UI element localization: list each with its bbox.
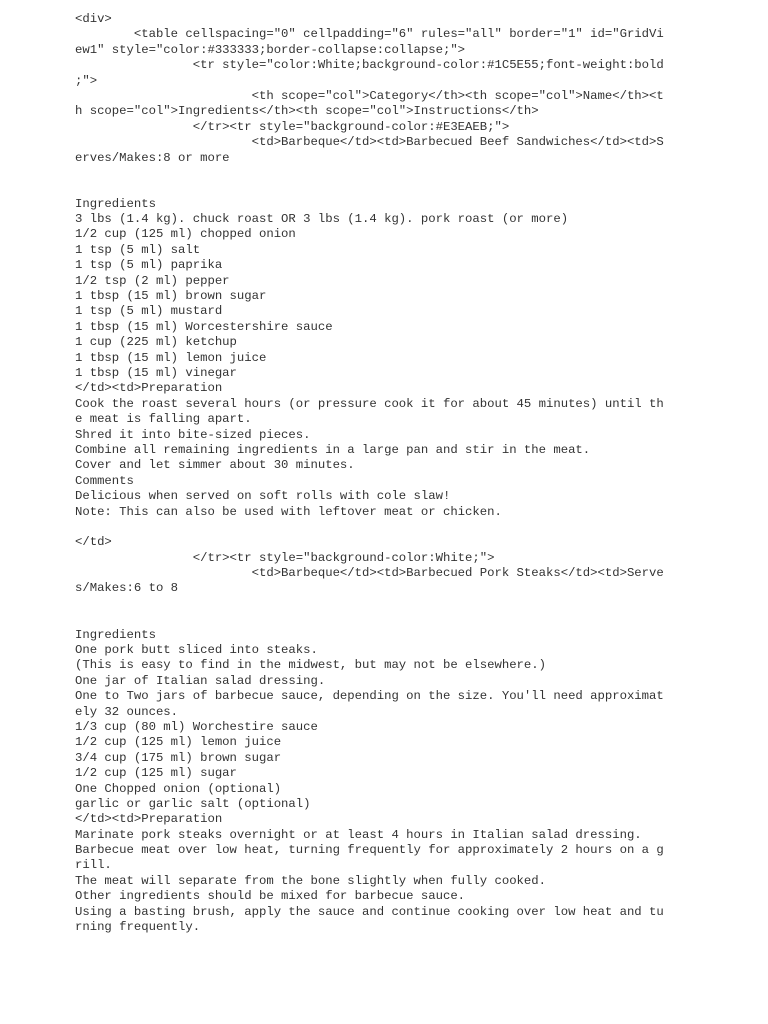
document-line: 1 tsp (5 ml) paprika [75, 258, 223, 273]
document-line: Barbecue meat over low heat, turning frequently for approximately 2 hours on a g [75, 843, 664, 858]
document-line: 1 tbsp (15 ml) lemon juice [75, 350, 267, 365]
document-line: 1 tbsp (15 ml) vinegar [75, 365, 237, 380]
document-line: rning frequently. [75, 920, 201, 935]
document-line [75, 520, 675, 535]
document-line: garlic or garlic salt (optional) [75, 796, 311, 811]
document-line: 3 lbs (1.4 kg). chuck roast OR 3 lbs (1.4 kg). pork roast (or more) [75, 212, 569, 227]
document-line: </tr><tr style="background-color:White;"> [75, 550, 495, 565]
document-line: 1/2 cup (125 ml) chopped onion [75, 227, 296, 242]
document-line: 1/2 cup (125 ml) lemon juice [75, 735, 282, 750]
document-line: </td><td>Preparation [75, 812, 223, 827]
document-line: 1/3 cup (80 ml) Worchestire sauce [75, 719, 318, 734]
document-line: <td>Barbeque</td><td>Barbecued Beef Sandwiches</td><td>S [75, 135, 664, 150]
document-line: s/Makes:6 to 8 [75, 581, 179, 596]
document-line: <table cellspacing="0" cellpadding="6" rules="all" border="1" id="GridVi [75, 27, 664, 42]
document-line: </tr><tr style="background-color:#E3EAEB;"> [75, 119, 510, 134]
document-line: 1 cup (225 ml) ketchup [75, 335, 237, 350]
document-line: 1/2 cup (125 ml) sugar [75, 766, 237, 781]
document-line: Ingredients [75, 196, 156, 211]
document-line: Shred it into bite-sized pieces. [75, 427, 311, 442]
document-line: Note: This can also be used with leftover meat or chicken. [75, 504, 502, 519]
document-line: (This is easy to find in the midwest, but may not be elsewhere.) [75, 658, 546, 673]
document-line: Cover and let simmer about 30 minutes. [75, 458, 355, 473]
document-line: Ingredients [75, 627, 156, 642]
document-line: One pork butt sliced into steaks. [75, 643, 318, 658]
document-line: <th scope="col">Category</th><th scope="col">Name</th><t [75, 88, 664, 103]
document-line: ely 32 ounces. [75, 704, 179, 719]
document-line: Cook the roast several hours (or pressure cook it for about 45 minutes) until th [75, 396, 664, 411]
document-line: </td> [75, 535, 112, 550]
document-line: One jar of Italian salad dressing. [75, 673, 326, 688]
document-line: Other ingredients should be mixed for barbecue sauce. [75, 889, 466, 904]
document-line: <tr style="color:White;background-color:#1C5E55;font-weight:bold [75, 58, 664, 73]
document-line [75, 612, 675, 627]
document-line: The meat will separate from the bone slightly when fully cooked. [75, 873, 546, 888]
document-line: One to Two jars of barbecue sauce, depending on the size. You'll need approximat [75, 689, 664, 704]
document-line: 1 tsp (5 ml) salt [75, 242, 201, 257]
document-line [75, 597, 675, 612]
document-line: 1 tbsp (15 ml) Worcestershire sauce [75, 319, 333, 334]
document-line: e meat is falling apart. [75, 412, 252, 427]
document-line: 1 tsp (5 ml) mustard [75, 304, 223, 319]
document-line: 1 tbsp (15 ml) brown sugar [75, 289, 267, 304]
document-line: <td>Barbeque</td><td>Barbecued Pork Steaks</td><td>Serve [75, 566, 664, 581]
document-line: </td><td>Preparation [75, 381, 223, 396]
document-line [75, 166, 675, 181]
document-line: Using a basting brush, apply the sauce and continue cooking over low heat and tu [75, 904, 664, 919]
document-line: Marinate pork steaks overnight or at least 4 hours in Italian salad dressing. [75, 827, 642, 842]
document-line: <div> [75, 12, 112, 26]
document-line: erves/Makes:8 or more [75, 150, 230, 165]
document-line: Combine all remaining ingredients in a large pan and stir in the meat. [75, 442, 591, 457]
document-page [75, 12, 675, 935]
document-line: 1/2 tsp (2 ml) pepper [75, 273, 230, 288]
document-line: Comments [75, 473, 134, 488]
document-line: Delicious when served on soft rolls with cole slaw! [75, 489, 451, 504]
document-line [75, 181, 675, 196]
document-line: One Chopped onion (optional) [75, 781, 282, 796]
document-line: rill. [75, 858, 112, 873]
document-line: ;"> [75, 73, 98, 88]
document-line: ew1" style="color:#333333;border-collapse:collapse;"> [75, 42, 466, 57]
document-line: 3/4 cup (175 ml) brown sugar [75, 750, 282, 765]
document-line: h scope="col">Ingredients</th><th scope="col">Instructions</th> [75, 104, 539, 119]
